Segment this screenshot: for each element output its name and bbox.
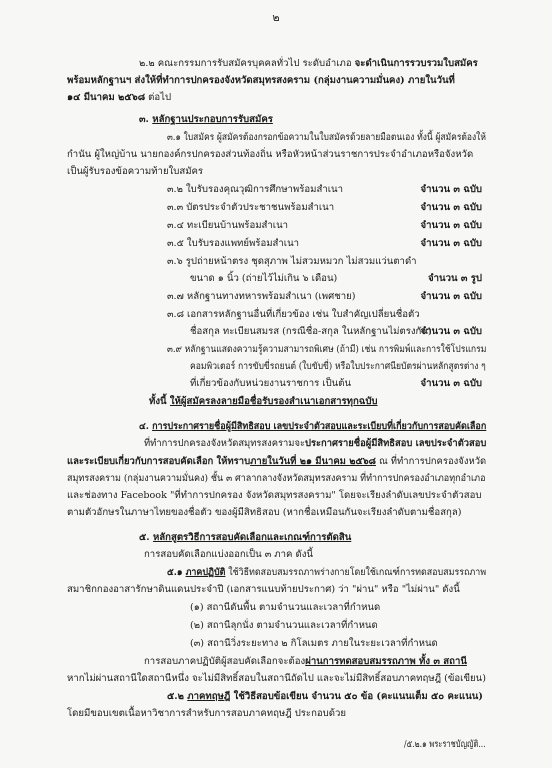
section-4-line-2 xyxy=(67,456,486,468)
pass-criteria-line-2: หากไม่ผ่านสถานีใดสถานีหนึ่ง จะไม่มีสิทธิ์สอบในสถานีถัดไป และจะไม่มีสิทธิ์สอบภาคทฤษฎี (ข้อเขียน) xyxy=(67,673,486,684)
item-5-2-text: ใช้วิธีสอบข้อเขียน จำนวน ๕๐ ข้อ (คะแนนเต็ม ๕๐ คะแนน) xyxy=(230,691,483,702)
item-3-7: ๓.๗ หลักฐานทางทหารพร้อมสำเนา (เพศชาย) xyxy=(167,291,356,302)
item-3-1-line-1: ๓.๑ ใบสมัคร ผู้สมัครต้องกรอกข้อความในใบสมัครด้วยลายมือตนเอง ทั้งนี้ ผู้สมัครต้องให้ xyxy=(167,132,486,143)
item-5-1-text: ใช้วิธีทดสอบสมรรถภาพร่างกายโดยใช้เกณฑ์การทดสอบสมรรถภาพ xyxy=(225,567,487,578)
item-5-2-number: ๕.๒ xyxy=(167,691,188,702)
station-2: (๒) สถานีลุกนั่ง ตามจำนวนและเวลาที่กำหนด xyxy=(190,620,378,631)
note-underlined: ให้ผู้สมัครลงลายมือชื่อรับรองสำเนาเอกสารทุกฉบับ xyxy=(169,396,378,407)
pass-criteria-underlined: ผ่านการทดสอบสมรรถภาพ ทั้ง ๓ สถานี xyxy=(305,656,467,667)
item-3-6-line-1: ๓.๖ รูปถ่ายหน้าตรง ชุดสุภาพ ไม่สวมหมวก ไม่สวมแว่นตาดำ xyxy=(167,256,417,267)
station-3: (๓) สถานีวิ่งระยะทาง ๒ กิโลเมตร ภายในระยะเวลาที่กำหนด xyxy=(190,638,438,649)
item-3-4: ๓.๔ ทะเบียนบ้านพร้อมสำเนา xyxy=(167,220,289,231)
section-2-2-line-3 xyxy=(67,92,171,104)
station-1: (๑) สถานีดันพื้น ตามจำนวนและเวลาที่กำหนด xyxy=(190,602,381,613)
item-3-3: ๓.๓ บัตรประจำตัวประชาชนพร้อมสำเนา xyxy=(167,202,335,213)
item-5-2-line-2: โดยมีขอบเขตเนื้อหาวิชาการสำหรับการสอบภาคทฤษฎี ประกอบด้วย xyxy=(67,708,346,719)
announcement-date: ภายในวันที่ ๒๑ มีนาคม ๒๕๖๘ xyxy=(250,456,376,467)
item-3-8-line-2: ชื่อสกุล ทะเบียนสมรส (กรณีชื่อ-สกุล ในหลักฐานไม่ตรงกัน) xyxy=(190,326,432,337)
item-3-7-qty: จำนวน ๓ ฉบับ xyxy=(420,291,482,302)
deadline-date: ๑๔ มีนาคม ๒๕๖๘ xyxy=(67,92,146,103)
item-5-1-number: ๕.๑ xyxy=(167,567,186,578)
section-4-line-3: สมุทรสงคราม (กลุ่มงานความมั่นคง) ชั้น ๓ ศาลากลางจังหวัดสมุทรสงคราม ที่ทำการปกครองอำเภอทุกอำเภอ xyxy=(67,473,486,484)
pass-criteria-line-1 xyxy=(144,656,467,668)
item-3-1-line-3: เป็นผู้รับรองข้อความท้ายใบสมัคร xyxy=(67,166,204,177)
item-3-3-qty: จำนวน ๓ ฉบับ xyxy=(420,202,482,213)
item-3-2-qty: จำนวน ๓ ฉบับ xyxy=(420,184,482,195)
section-4-bold-text-2: และระเบียบเกี่ยวกับการสอบคัดเลือก ให้ทราบ xyxy=(67,456,251,467)
section-4-location: ณ ที่ทำการปกครองจังหวัด xyxy=(375,456,487,467)
section-5-number: ๕. xyxy=(139,532,153,543)
item-3-8-line-1: ๓.๘ เอกสารหลักฐานอื่นที่เกี่ยวข้อง เช่น ใบสำคัญเปลี่ยนชื่อตัว xyxy=(167,309,420,320)
continuation-marker: /๕.๒.๑ พระราชบัญญัติ... xyxy=(404,739,486,750)
item-3-5: ๓.๕ ใบรับรองแพทย์พร้อมสำเนา xyxy=(167,238,300,249)
section-4-line-1 xyxy=(144,438,486,450)
note-lead: ทั้งนี้ xyxy=(149,396,170,407)
section-4-number: ๔. xyxy=(139,421,153,432)
section-2-2-text: ๒.๒ คณะกรรมการรับสมัครบุคคลทั่วไป ระดับอำเภอ xyxy=(139,58,355,69)
item-3-9-line-3: ที่เกี่ยวข้องกับหน่วยงานราชการ เป็นต้น xyxy=(190,378,352,389)
section-5-title: หลักสูตรวิธีการสอบคัดเลือกและเกณฑ์การตัดสิน xyxy=(152,532,352,543)
section-4-heading xyxy=(139,421,486,433)
section-2-2-line-2: พร้อมหลักฐานฯ ส่งให้ที่ทำการปกครองจังหวัดสมุทรสงคราม (กลุ่มงานความมั่นคง) ภายในวันที่ xyxy=(67,75,455,86)
item-5-1-line-2: สมาชิกกองอาสารักษาดินแดนประจำปี (เอกสารแนบท้ายประกาศ) ว่า "ผ่าน" หรือ "ไม่ผ่าน" ดังนี้ xyxy=(67,584,460,595)
section-3-note xyxy=(149,396,378,408)
item-3-5-qty: จำนวน ๓ ฉบับ xyxy=(420,238,482,249)
section-5-intro: การสอบคัดเลือกแบ่งออกเป็น ๓ ภาค ดังนี้ xyxy=(144,549,313,560)
item-5-2-line-1 xyxy=(167,691,483,703)
section-4-line-4: และช่องทาง Facebook "ที่ทำการปกครอง จังหวัดสมุทรสงคราม" โดยจะเรียงลำดับเลขประจำตัวสอบ xyxy=(67,490,482,501)
item-3-9-qty: จำนวน ๓ ฉบับ xyxy=(420,378,482,389)
section-3-title: หลักฐานประกอบการรับสมัคร xyxy=(152,114,273,125)
section-2-2-tail: ต่อไป xyxy=(145,92,172,103)
page-number: ๒ xyxy=(272,11,280,24)
item-3-6-qty: จำนวน ๓ รูป xyxy=(428,273,482,284)
item-5-1-title: ภาคปฏิบัติ xyxy=(185,567,226,578)
item-3-4-qty: จำนวน ๓ ฉบับ xyxy=(420,220,482,231)
section-4-text: ที่ทำการปกครองจังหวัดสมุทรสงครามจะ xyxy=(144,438,306,449)
item-3-6-line-2: ขนาด ๑ นิ้ว (ถ่ายไว้ไม่เกิน ๖ เดือน) xyxy=(190,273,338,284)
section-2-2-bold-text: จะดำเนินการรวบรวมใบสมัคร xyxy=(354,58,478,69)
item-3-9-line-2: คอมพิวเตอร์ การขับขี่รถยนต์ (ใบขับขี่) หรือใบประกาศนียบัตรผ่านหลักสูตรต่าง ๆ xyxy=(190,361,486,372)
item-3-1-line-2: กำนัน ผู้ใหญ่บ้าน นายกองค์กรปกครองส่วนท้องถิ่น หรือหัวหน้าส่วนราชการประจำอำเภอหรือจังหวัด xyxy=(67,149,474,160)
section-5-heading xyxy=(139,532,351,544)
item-3-9-line-1: ๓.๙ หลักฐานแสดงความรู้ความสามารถพิเศษ (ถ้ามี) เช่น การพิมพ์และการใช้โปรแกรม xyxy=(167,344,487,355)
item-5-2-title: ภาคทฤษฎี xyxy=(187,691,231,702)
section-3-number: ๓. xyxy=(139,114,153,125)
section-4-line-5: ตามตัวอักษรในภาษาไทยของชื่อตัว ของผู้มีสิทธิสอบ (หากชื่อเหมือนกันจะเรียงลำดับตามชื่อสกุล) xyxy=(67,507,462,518)
section-2-2-line-1 xyxy=(139,58,478,70)
section-3-heading xyxy=(139,114,273,126)
item-3-2: ๓.๒ ใบรับรองคุณวุฒิการศึกษาพร้อมสำเนา xyxy=(167,184,343,195)
pass-criteria-text: การสอบภาคปฏิบัติผู้สอบคัดเลือกจะต้อง xyxy=(144,656,306,667)
section-4-bold-text: ประกาศรายชื่อผู้มีสิทธิสอบ เลขประจำตัวสอบ xyxy=(305,438,487,449)
section-4-title: การประกาศรายชื่อผู้มีสิทธิสอบ เลขประจำตัวสอบและระเบียบที่เกี่ยวกับการสอบคัดเลือก xyxy=(152,421,487,432)
item-5-1-line-1 xyxy=(167,567,486,579)
item-3-8-qty: จำนวน ๓ ฉบับ xyxy=(420,326,482,337)
